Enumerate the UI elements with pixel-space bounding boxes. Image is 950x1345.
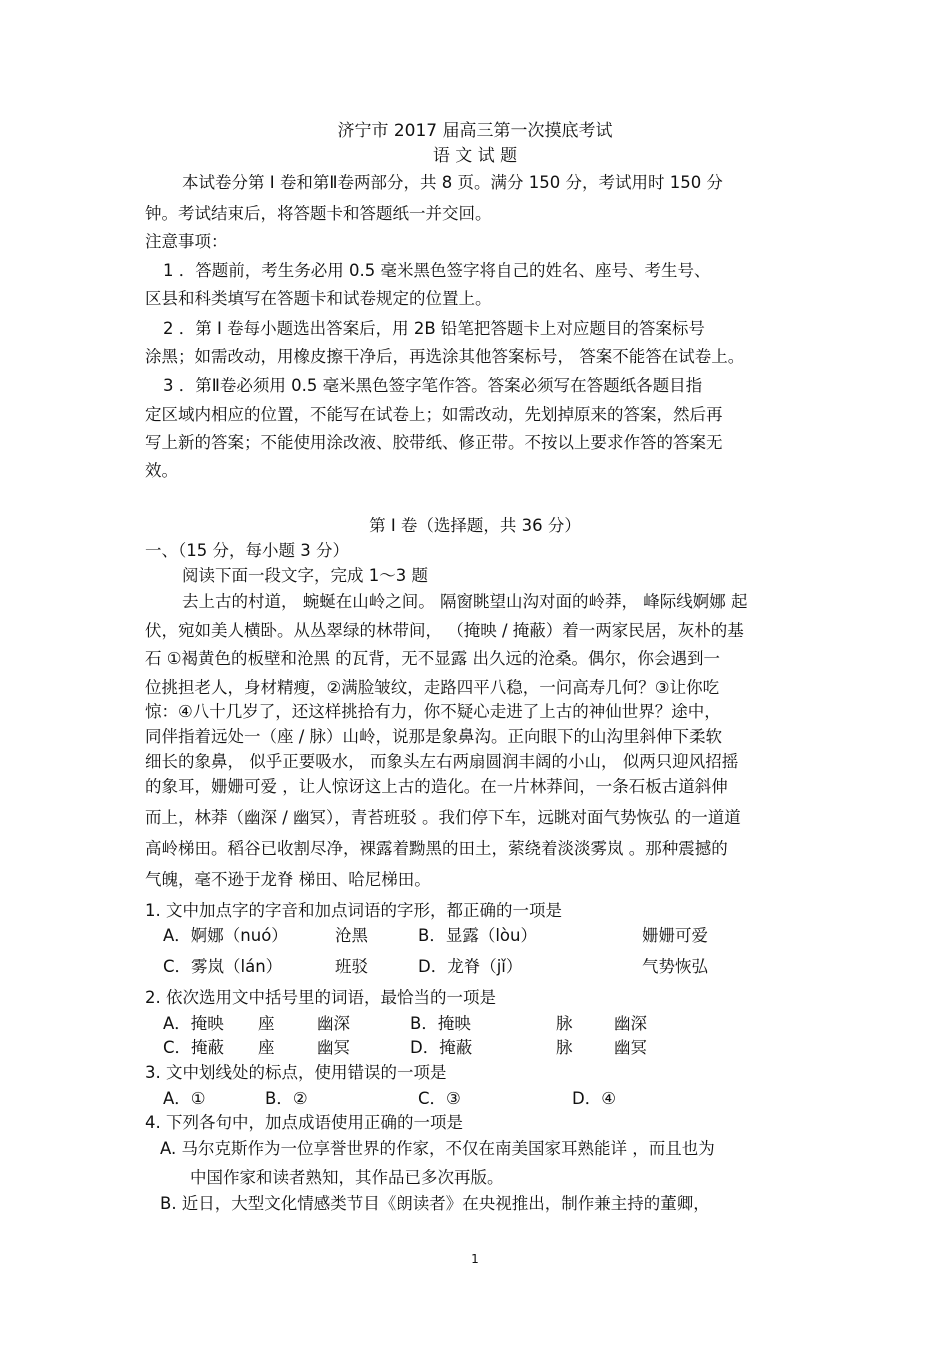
q2-option-b-word-2: 脉 [556, 1014, 573, 1033]
q1-option-a-word: 沧黑 [335, 926, 368, 945]
note-line: 定区域内相应的位置，不能写在试卷上；如需改动，先划掉原来的答案，然后再 [145, 405, 723, 424]
passage-line: 石 ①褐黄色的板壁和沧黑 的瓦背，无不显露 出久远的沧桑。偶尔，你会遇到一 [145, 649, 721, 668]
q3-option-c: C．③ [418, 1089, 461, 1108]
exam-title: 济宁市 2017 届高三第一次摸底考试 [337, 121, 613, 141]
q2-option-a: A．掩映 [163, 1014, 224, 1033]
q2-option-b: B．掩映 [410, 1014, 471, 1033]
exam-subtitle: 语 文 试 题 [432, 146, 518, 166]
q2-option-b-word-3: 幽深 [614, 1014, 647, 1033]
question-4-stem: 4. 下列各句中，加点成语使用正确的一项是 [145, 1113, 463, 1132]
q3-option-a: A．① [163, 1089, 206, 1108]
q2-option-a-word-2: 座 [258, 1014, 275, 1033]
note-line: 区县和科类填写在答题卡和试卷规定的位置上。 [145, 289, 492, 308]
q2-option-d-word-2: 脉 [556, 1038, 573, 1057]
section-title: 第 Ⅰ 卷（选择题，共 36 分） [369, 516, 581, 535]
part-heading: 一、（15 分，每小题 3 分） [145, 541, 349, 560]
passage-line: 高岭梯田。稻谷已收割尽净，裸露着黝黑的田土，萦绕着淡淡雾岚 。那种震撼的 [145, 839, 728, 858]
passage-line: 去上古的村道， 蜿蜒在山岭之间。 隔窗眺望山沟对面的岭莽， 峰际线婀娜 起 [182, 592, 748, 611]
note-line: 效。 [145, 461, 178, 480]
passage-line: 的象耳，姗姗可爱 ，让人惊讶这上古的造化。在一片林莽间，一条石板古道斜伸 [145, 777, 728, 796]
q2-option-d: D．掩蔽 [410, 1038, 473, 1057]
passage-line: 气魄，毫不逊于龙脊 梯田、哈尼梯田。 [145, 870, 431, 889]
passage-line: 惊：④八十几岁了，还这样挑拾有力，你不疑心走进了上古的神仙世界？途中， [145, 702, 721, 721]
note-line: 1 ．答题前，考生务必用 0.5 毫米黑色签字将自己的姓名、座号、考生号、 [163, 261, 711, 280]
question-1-stem: 1. 文中加点字的字音和加点词语的字形，都正确的一项是 [145, 901, 562, 920]
q2-option-c-word-2: 座 [258, 1038, 275, 1057]
notes-title: 注意事项： [145, 232, 228, 251]
note-line: 涂黑；如需改动，用橡皮擦干净后，再选涂其他答案标号， 答案不能答在试卷上。 [145, 347, 745, 366]
passage-line: 同伴指着远处一（座 / 脉）山岭，说那是象鼻沟。正向眼下的山沟里斜伸下柔软 [145, 727, 723, 746]
intro-line-2: 钟。考试结束后，将答题卡和答题纸一并交回。 [145, 204, 492, 223]
page-number: 1 [471, 1252, 479, 1266]
reading-instruction: 阅读下面一段文字，完成 1～3 题 [182, 566, 428, 585]
q2-option-c-word-3: 幽冥 [317, 1038, 350, 1057]
q1-option-d-word: 气势恢弘 [642, 957, 708, 976]
passage-line: 而上，林莽（幽深 / 幽冥），青苔班驳 。我们停下车，远眺对面气势恢弘 的一道道 [145, 808, 741, 827]
note-line: 3 ．第Ⅱ卷必须用 0.5 毫米黑色签字笔作答。答案必须写在答题纸各题目指 [163, 376, 703, 395]
q2-option-d-word-3: 幽冥 [614, 1038, 647, 1057]
passage-line: 细长的象鼻， 似乎正要吸水， 而象头左右两扇圆润丰阔的小山， 似两只迎风招摇 [145, 752, 739, 771]
note-line: 写上新的答案；不能使用涂改液、胶带纸、修正带。不按以上要求作答的答案无 [145, 433, 723, 452]
passage-line: 位挑担老人，身材精瘦，②满脸皱纹，走路四平八稳，一问高寿几何？③让你吃 [145, 678, 720, 697]
question-3-stem: 3. 文中划线处的标点，使用错误的一项是 [145, 1063, 447, 1082]
q4-option-a-line-1: A. 马尔克斯作为一位享誉世界的作家，不仅在南美国家耳熟能详 ，而且也为 [160, 1139, 715, 1158]
q2-option-a-word-3: 幽深 [317, 1014, 350, 1033]
q1-option-b: B．显露（lòu） [418, 926, 537, 945]
q4-option-a-line-2: 中国作家和读者熟知，其作品已多次再版。 [190, 1168, 504, 1187]
q1-option-a: A．婀娜（nuó） [163, 926, 288, 945]
q3-option-d: D．④ [572, 1089, 616, 1108]
q1-option-b-word: 姗姗可爱 [642, 926, 708, 945]
intro-line-1: 本试卷分第 Ⅰ 卷和第Ⅱ卷两部分，共 8 页。满分 150 分，考试用时 150 分 [182, 173, 723, 192]
q1-option-d: D．龙脊（jǐ） [418, 957, 523, 976]
q2-option-c: C．掩蔽 [163, 1038, 225, 1057]
q4-option-b-line-1: B. 近日，大型文化情感类节目《朗读者》在央视推出，制作兼主持的董卿， [160, 1194, 710, 1213]
q3-option-b: B．② [265, 1089, 308, 1108]
question-2-stem: 2. 依次选用文中括号里的词语，最恰当的一项是 [145, 988, 496, 1007]
q1-option-c-word: 班驳 [335, 957, 368, 976]
q1-option-c: C．雾岚（lán） [163, 957, 283, 976]
passage-line: 伏，宛如美人横卧。从丛翠绿的林带间， （掩映 / 掩蔽）着一两家民居，灰朴的基 [145, 621, 744, 640]
note-line: 2 ．第 Ⅰ 卷每小题选出答案后，用 2B 铅笔把答题卡上对应题目的答案标号 [163, 319, 705, 338]
